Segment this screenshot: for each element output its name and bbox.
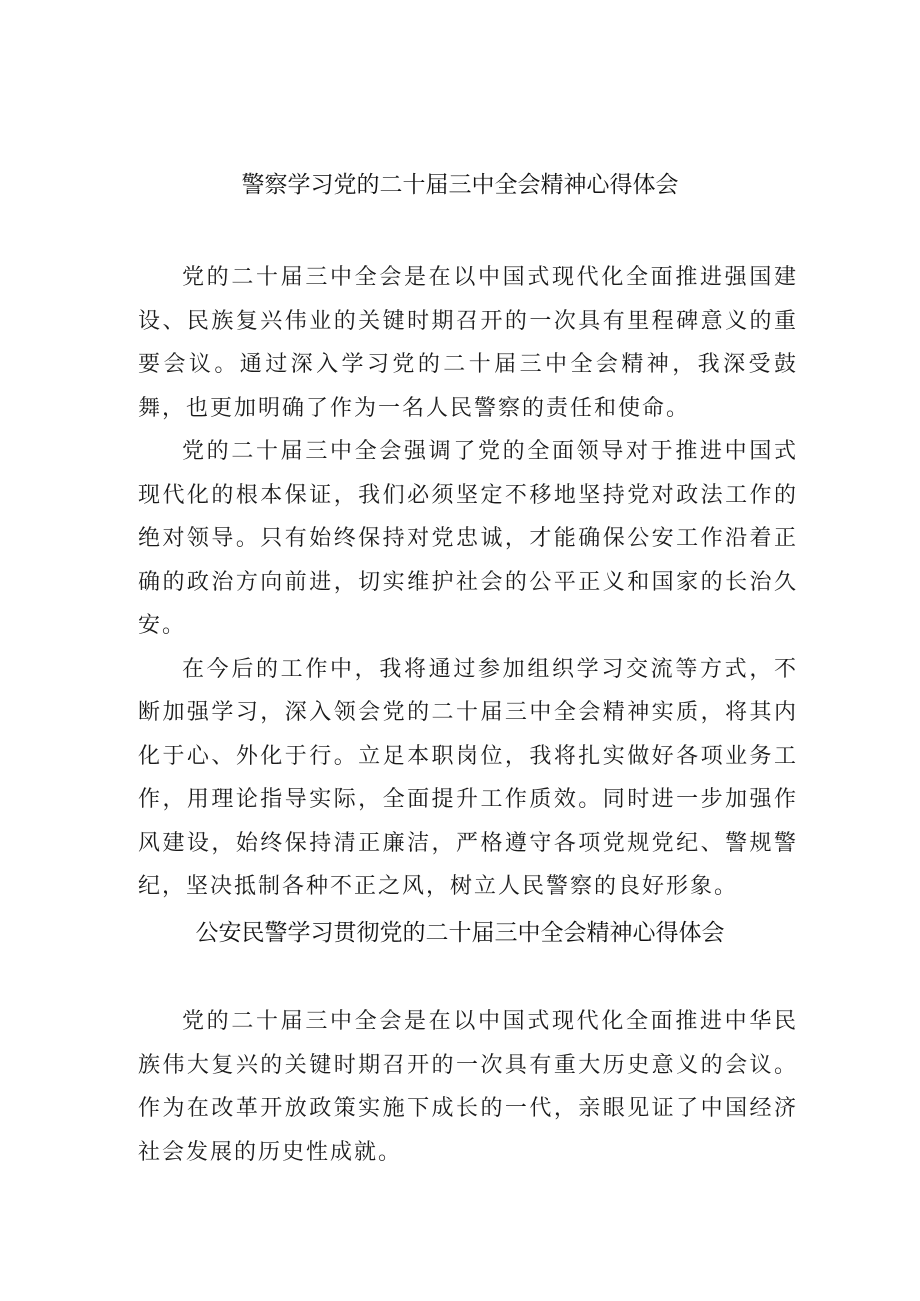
article-1-paragraph-3: 在今后的工作中，我将通过参加组织学习交流等方式，不断加强学习，深入领会党的二十届三中全会精神实质，将其内化于心、外化于行。立足本职岗位，我将扎实做好各项业务工作，用理论指导实际，全面提升工作质效。同时进一步加强作风建设，始终保持清正廉洁，严格遵守各项党规党纪、警规警纪，坚决抵制各种不正之风，树立人民警察的良好形象。 <box>138 656 798 899</box>
article-title-1: 警察学习党的二十届三中全会精神心得体会 <box>241 172 679 198</box>
article-body-2 <box>138 1000 798 1174</box>
article-1-paragraph-2: 党的二十届三中全会强调了党的全面领导对于推进中国式现代化的根本保证，我们必须坚定不移地坚持党对政法工作的绝对领导。只有始终保持对党忠诚，才能确保公安工作沿着正确的政治方向前进，切实维护社会的公平正义和国家的长治久安。 <box>138 439 798 638</box>
article-1-paragraph-1: 党的二十届三中全会是在以中国式现代化全面推进强国建设、民族复兴伟业的关键时期召开的一次具有里程碑意义的重要会议。通过深入学习党的二十届三中全会精神，我深受鼓舞，也更加明确了作为一名人民警察的责任和使命。 <box>138 265 798 421</box>
article-title-2: 公安民警学习贯彻党的二十届三中全会精神心得体会 <box>195 920 725 946</box>
article-2-paragraph-1: 党的二十届三中全会是在以中国式现代化全面推进中华民族伟大复兴的关键时期召开的一次具有重大历史意义的会议。作为在改革开放政策实施下成长的一代，亲眼见证了中国经济社会发展的历史性成就。 <box>138 1009 798 1165</box>
article-body-1 <box>138 256 798 909</box>
